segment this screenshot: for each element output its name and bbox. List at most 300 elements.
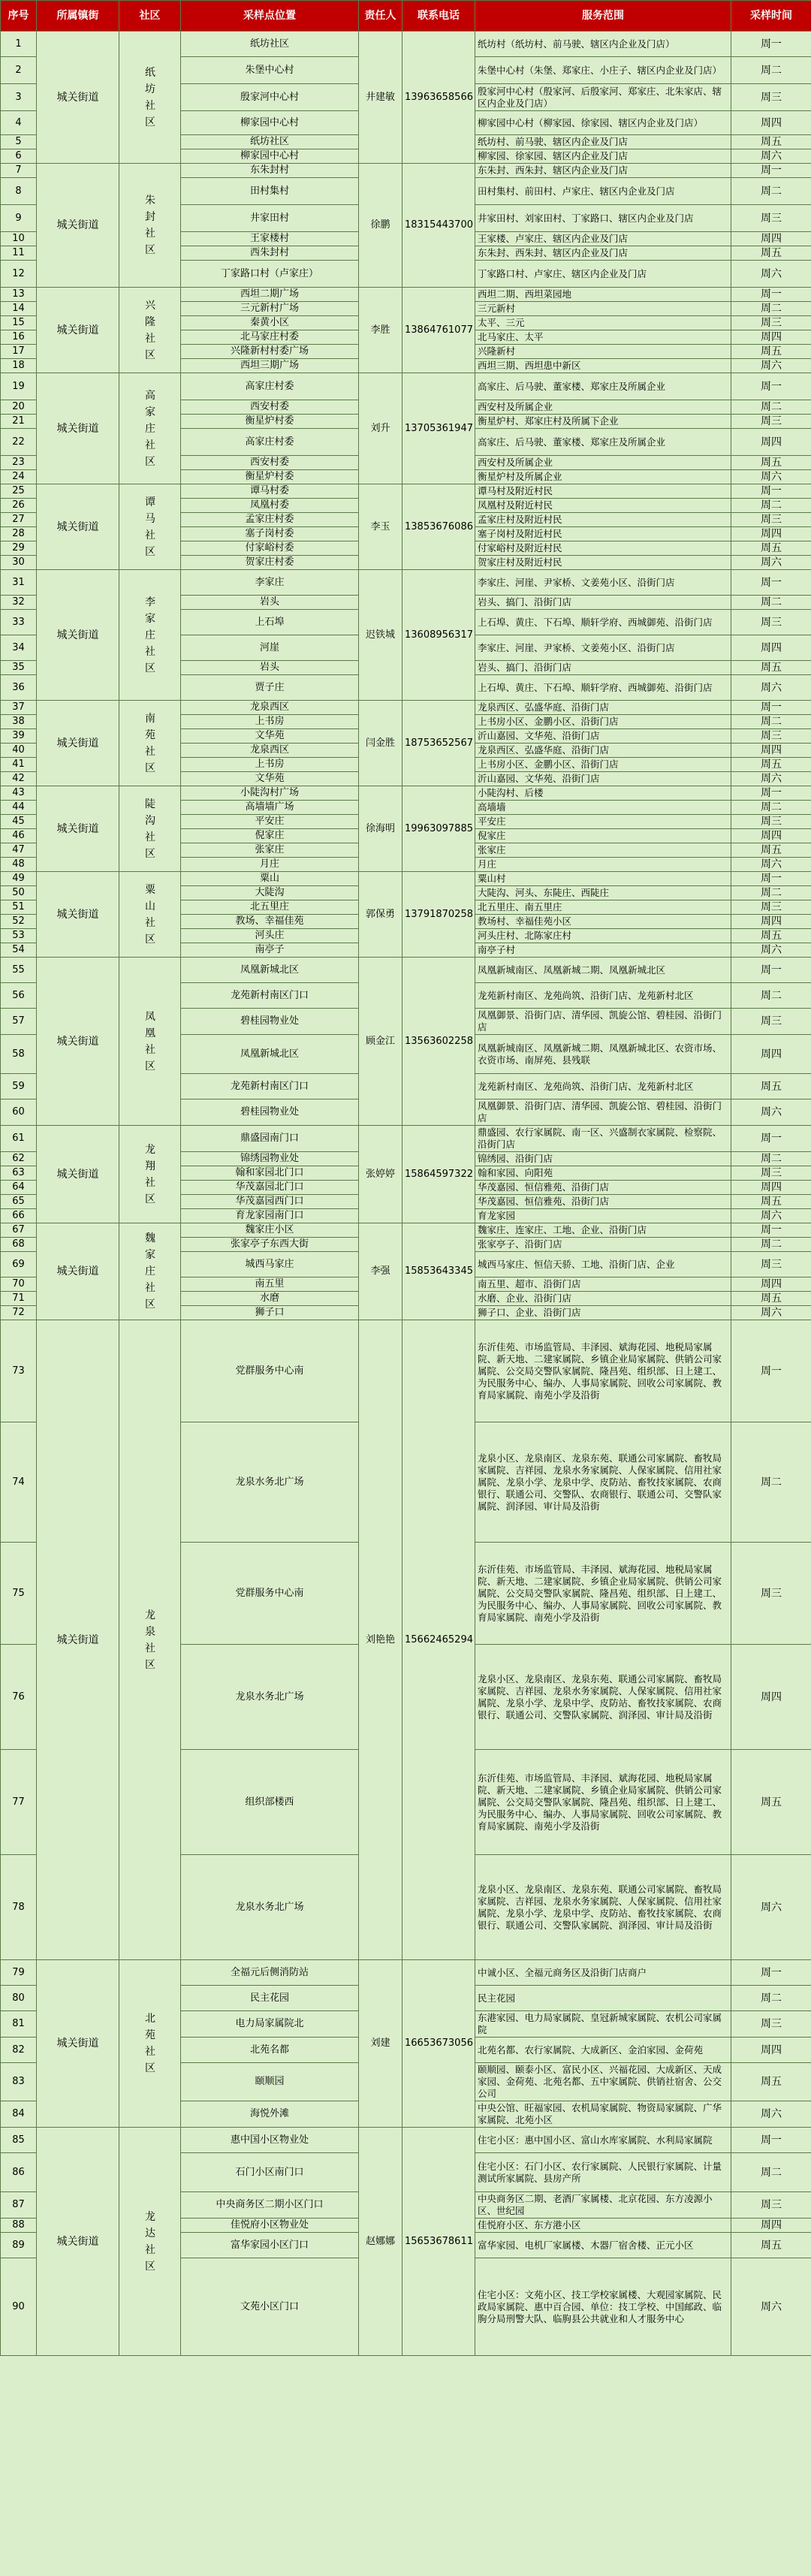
time-cell: 周四 bbox=[731, 232, 811, 246]
location-cell: 水磨 bbox=[181, 1292, 359, 1306]
community-cell: 粟山社区 bbox=[119, 872, 181, 958]
location-cell: 海悦外滩 bbox=[181, 2101, 359, 2128]
location-cell: 谭马村委 bbox=[181, 484, 359, 499]
seq-cell: 35 bbox=[1, 661, 37, 675]
location-cell: 西安村委 bbox=[181, 456, 359, 470]
seq-cell: 80 bbox=[1, 1986, 37, 2011]
seq-cell: 58 bbox=[1, 1035, 37, 1074]
community-cell: 龙泉社区 bbox=[119, 1320, 181, 1960]
scope-cell: 纸坊村、前马驶、辖区内企业及门店 bbox=[475, 135, 731, 149]
location-cell: 中央商务区二期小区门口 bbox=[181, 2192, 359, 2219]
location-cell: 岩头 bbox=[181, 596, 359, 610]
scope-cell: 谭马村及附近村民 bbox=[475, 484, 731, 499]
location-cell: 倪家庄 bbox=[181, 829, 359, 843]
time-cell: 周二 bbox=[731, 400, 811, 415]
phone-cell: 13963658566 bbox=[402, 32, 475, 164]
seq-cell: 65 bbox=[1, 1195, 37, 1209]
town-cell: 城关街道 bbox=[37, 32, 119, 164]
seq-cell: 39 bbox=[1, 729, 37, 744]
time-cell: 周六 bbox=[731, 261, 811, 288]
location-cell: 河崖 bbox=[181, 635, 359, 661]
time-cell: 周一 bbox=[731, 1320, 811, 1422]
time-cell: 周一 bbox=[731, 1960, 811, 1986]
seq-cell: 32 bbox=[1, 596, 37, 610]
seq-cell: 17 bbox=[1, 345, 37, 359]
scope-cell: 北苑名都、农行家属院、大成新区、金泊家园、金荷苑 bbox=[475, 2038, 731, 2063]
time-cell: 周一 bbox=[731, 373, 811, 400]
time-cell: 周一 bbox=[731, 872, 811, 886]
time-cell: 周六 bbox=[731, 772, 811, 786]
location-cell: 龙泉水务北广场 bbox=[181, 1422, 359, 1543]
time-cell: 周五 bbox=[731, 2063, 811, 2101]
seq-cell: 29 bbox=[1, 541, 37, 556]
scope-cell: 上书房小区、金鹏小区、沿街门店 bbox=[475, 758, 731, 772]
scope-cell: 高家庄、后马驶、董家楼、郑家庄及所属企业 bbox=[475, 429, 731, 456]
location-cell: 龙泉水务北广场 bbox=[181, 1855, 359, 1960]
scope-cell: 付家峪村及附近村民 bbox=[475, 541, 731, 556]
seq-cell: 26 bbox=[1, 499, 37, 513]
time-cell: 周二 bbox=[731, 1986, 811, 2011]
scope-cell: 住宅小区：惠中国小区、富山水库家属院、水利局家属院 bbox=[475, 2128, 731, 2153]
scope-cell: 北五里庄、南五里庄 bbox=[475, 900, 731, 915]
scope-cell: 岩头、搞门、沿街门店 bbox=[475, 596, 731, 610]
location-cell: 龙泉西区 bbox=[181, 744, 359, 758]
location-cell: 碧桂园物业处 bbox=[181, 1009, 359, 1035]
community-cell: 高家庄社区 bbox=[119, 373, 181, 484]
town-cell: 城关街道 bbox=[37, 1126, 119, 1223]
town-cell: 城关街道 bbox=[37, 701, 119, 786]
seq-cell: 71 bbox=[1, 1292, 37, 1306]
location-cell: 龙苑新村南区门口 bbox=[181, 1074, 359, 1099]
scope-cell: 上石埠、黄庄、下石埠、顺轩学府、西城御苑、沿街门店 bbox=[475, 610, 731, 635]
person-cell: 赵娜娜 bbox=[359, 2128, 402, 2356]
seq-cell: 4 bbox=[1, 111, 37, 135]
seq-cell: 3 bbox=[1, 84, 37, 111]
seq-cell: 84 bbox=[1, 2101, 37, 2128]
time-cell: 周三 bbox=[731, 84, 811, 111]
location-cell: 党群服务中心南 bbox=[181, 1320, 359, 1422]
location-cell: 北马家庄村委 bbox=[181, 330, 359, 345]
time-cell: 周二 bbox=[731, 1238, 811, 1252]
seq-cell: 10 bbox=[1, 232, 37, 246]
time-cell: 周二 bbox=[731, 983, 811, 1009]
location-cell: 育龙家园南门口 bbox=[181, 1209, 359, 1223]
community-cell: 兴隆社区 bbox=[119, 288, 181, 373]
table-row bbox=[1, 1320, 811, 1422]
scope-cell: 龙苑新村南区、龙苑尚筑、沿街门店、龙苑新村北区 bbox=[475, 1074, 731, 1099]
time-cell: 周二 bbox=[731, 1152, 811, 1166]
seq-cell: 43 bbox=[1, 786, 37, 801]
phone-cell: 15662465294 bbox=[402, 1320, 475, 1960]
seq-cell: 46 bbox=[1, 829, 37, 843]
time-cell: 周六 bbox=[731, 1209, 811, 1223]
town-cell: 城关街道 bbox=[37, 1223, 119, 1320]
scope-cell: 魏家庄、连家庄、工地、企业、沿街门店 bbox=[475, 1223, 731, 1238]
person-cell: 徐海明 bbox=[359, 786, 402, 872]
time-cell: 周四 bbox=[731, 2038, 811, 2063]
time-cell: 周一 bbox=[731, 484, 811, 499]
scope-cell: 中央商务区二期、老酒厂家属楼、北京花园、东方凌源小区、世纪园 bbox=[475, 2192, 731, 2219]
location-cell: 殷家河中心村 bbox=[181, 84, 359, 111]
table-row bbox=[1, 288, 811, 302]
seq-cell: 47 bbox=[1, 843, 37, 858]
scope-cell: 上书房小区、金鹏小区、沿街门店 bbox=[475, 715, 731, 729]
scope-cell: 倪家庄 bbox=[475, 829, 731, 843]
scope-cell: 狮子口、企业、沿街门店 bbox=[475, 1306, 731, 1320]
scope-cell: 高家庄、后马驶、董家楼、郑家庄及所属企业 bbox=[475, 373, 731, 400]
scope-cell: 水磨、企业、沿街门店 bbox=[475, 1292, 731, 1306]
table-row bbox=[1, 1960, 811, 1986]
scope-cell: 兴隆新村 bbox=[475, 345, 731, 359]
seq-cell: 34 bbox=[1, 635, 37, 661]
community-cell: 龙翔社区 bbox=[119, 1126, 181, 1223]
scope-cell: 衡星炉村、郑家庄村及所属下企业 bbox=[475, 415, 731, 429]
location-cell: 教场、幸福佳苑 bbox=[181, 915, 359, 929]
scope-cell: 三元新村 bbox=[475, 302, 731, 316]
seq-cell: 24 bbox=[1, 470, 37, 484]
time-cell: 周五 bbox=[731, 135, 811, 149]
table-row bbox=[1, 570, 811, 596]
time-cell: 周六 bbox=[731, 2101, 811, 2128]
time-cell: 周二 bbox=[731, 596, 811, 610]
location-cell: 平安庄 bbox=[181, 815, 359, 829]
scope-cell: 田村集村、前田村、卢家庄、辖区内企业及门店 bbox=[475, 178, 731, 205]
time-cell: 周三 bbox=[731, 2011, 811, 2038]
seq-cell: 68 bbox=[1, 1238, 37, 1252]
time-cell: 周一 bbox=[731, 164, 811, 178]
seq-cell: 13 bbox=[1, 288, 37, 302]
seq-cell: 44 bbox=[1, 801, 37, 815]
table-row bbox=[1, 164, 811, 178]
scope-cell: 丁家路口村、卢家庄、辖区内企业及门店 bbox=[475, 261, 731, 288]
seq-cell: 51 bbox=[1, 900, 37, 915]
scope-cell: 龙泉小区、龙泉南区、龙泉东苑、联通公司家属院、畜牧局家属院、吉祥园、龙泉水务家属院、人保家属院、信用社家属院、龙泉小学、龙泉中学、皮防站、畜牧技家属院、农商银行、联通公司、交警队、农商银行、联通公司、交警队家属院、润泽园、审计局及沿街 bbox=[475, 1422, 731, 1543]
time-cell: 周二 bbox=[731, 1422, 811, 1543]
location-cell: 惠中国小区物业处 bbox=[181, 2128, 359, 2153]
location-cell: 城西马家庄 bbox=[181, 1252, 359, 1277]
location-cell: 柳家园中心村 bbox=[181, 111, 359, 135]
scope-cell: 孟家庄村及附近村民 bbox=[475, 513, 731, 527]
header-seq: 序号 bbox=[1, 1, 37, 32]
scope-cell: 东朱封、西朱封、辖区内企业及门店 bbox=[475, 246, 731, 261]
scope-cell: 张家亭子、沿街门店 bbox=[475, 1238, 731, 1252]
phone-cell: 13853676086 bbox=[402, 484, 475, 570]
time-cell: 周六 bbox=[731, 858, 811, 872]
time-cell: 周二 bbox=[731, 499, 811, 513]
scope-cell: 龙泉小区、龙泉南区、龙泉东苑、联通公司家属院、畜牧局家属院、吉祥园、龙泉水务家属院、人保家属院、信用社家属院、龙泉小学、龙泉中学、皮防站、畜牧技家属院、农商银行、联通公司、交警队家属院、润泽园、审计局及沿街 bbox=[475, 1855, 731, 1960]
town-cell: 城关街道 bbox=[37, 570, 119, 701]
person-cell: 张婷婷 bbox=[359, 1126, 402, 1223]
time-cell: 周三 bbox=[731, 205, 811, 232]
scope-cell: 龙泉西区、弘盛华庭、沿街门店 bbox=[475, 701, 731, 715]
seq-cell: 64 bbox=[1, 1181, 37, 1195]
seq-cell: 83 bbox=[1, 2063, 37, 2101]
time-cell: 周五 bbox=[731, 246, 811, 261]
header-phone: 联系电话 bbox=[402, 1, 475, 32]
time-cell: 周六 bbox=[731, 1099, 811, 1126]
time-cell: 周六 bbox=[731, 675, 811, 701]
location-cell: 河头庄 bbox=[181, 929, 359, 943]
seq-cell: 76 bbox=[1, 1645, 37, 1750]
time-cell: 周一 bbox=[731, 2128, 811, 2153]
time-cell: 周四 bbox=[731, 1181, 811, 1195]
scope-cell: 殷家河中心村（殷家河、后殷家河、郑家庄、北朱家店、辖区内企业及门店） bbox=[475, 84, 731, 111]
phone-cell: 13705361947 bbox=[402, 373, 475, 484]
community-cell: 谭马社区 bbox=[119, 484, 181, 570]
location-cell: 高家庄村委 bbox=[181, 429, 359, 456]
seq-cell: 38 bbox=[1, 715, 37, 729]
seq-cell: 33 bbox=[1, 610, 37, 635]
table-header-row bbox=[1, 1, 811, 32]
scope-cell: 华茂嘉园、恒信雅苑、沿街门店 bbox=[475, 1181, 731, 1195]
scope-cell: 住宅小区：文苑小区、技工学校家属楼、大观园家属院、民政局家属院、惠中百合园、单位：技工学校、中国邮政、临朐分局刑警大队、临朐县公共就业和人才服务中心 bbox=[475, 2258, 731, 2356]
scope-cell: 纸坊村（纸坊村、前马驶、辖区内企业及门店） bbox=[475, 32, 731, 57]
time-cell: 周六 bbox=[731, 149, 811, 164]
time-cell: 周三 bbox=[731, 1009, 811, 1035]
time-cell: 周一 bbox=[731, 786, 811, 801]
time-cell: 周五 bbox=[731, 661, 811, 675]
time-cell: 周二 bbox=[731, 2153, 811, 2192]
time-cell: 周一 bbox=[731, 701, 811, 715]
time-cell: 周二 bbox=[731, 57, 811, 84]
time-cell: 周三 bbox=[731, 415, 811, 429]
scope-cell: 教场村、幸福佳苑小区 bbox=[475, 915, 731, 929]
table-body bbox=[1, 32, 811, 2356]
table-row bbox=[1, 1223, 811, 1238]
time-cell: 周二 bbox=[731, 886, 811, 900]
location-cell: 凤凰村委 bbox=[181, 499, 359, 513]
table-row bbox=[1, 1126, 811, 1152]
scope-cell: 岩头、搞门、沿街门店 bbox=[475, 661, 731, 675]
seq-cell: 57 bbox=[1, 1009, 37, 1035]
time-cell: 周五 bbox=[731, 1195, 811, 1209]
scope-cell: 中央公馆、旺福家园、农机局家属院、物资局家属院、广华家属院、北苑小区 bbox=[475, 2101, 731, 2128]
location-cell: 凤凰新城北区 bbox=[181, 958, 359, 983]
location-cell: 上石埠 bbox=[181, 610, 359, 635]
header-time: 采样时间 bbox=[731, 1, 811, 32]
scope-cell: 凤凰村及附近村民 bbox=[475, 499, 731, 513]
seq-cell: 18 bbox=[1, 359, 37, 373]
scope-cell: 住宅小区：石门小区、农行家属院、人民银行家属院、计量测试所家属院、县房产所 bbox=[475, 2153, 731, 2192]
location-cell: 上书房 bbox=[181, 715, 359, 729]
location-cell: 月庄 bbox=[181, 858, 359, 872]
location-cell: 颐顺园 bbox=[181, 2063, 359, 2101]
seq-cell: 55 bbox=[1, 958, 37, 983]
time-cell: 周四 bbox=[731, 744, 811, 758]
scope-cell: 河头庄村、北陈家庄村 bbox=[475, 929, 731, 943]
location-cell: 秦黄小区 bbox=[181, 316, 359, 330]
scope-cell: 小陡沟村、后楼 bbox=[475, 786, 731, 801]
community-cell: 李家庄社区 bbox=[119, 570, 181, 701]
seq-cell: 88 bbox=[1, 2219, 37, 2233]
community-cell: 朱封社区 bbox=[119, 164, 181, 288]
phone-cell: 13864761077 bbox=[402, 288, 475, 373]
seq-cell: 81 bbox=[1, 2011, 37, 2038]
seq-cell: 72 bbox=[1, 1306, 37, 1320]
time-cell: 周四 bbox=[731, 527, 811, 541]
time-cell: 周五 bbox=[731, 1750, 811, 1855]
time-cell: 周六 bbox=[731, 1855, 811, 1960]
location-cell: 西坦三期广场 bbox=[181, 359, 359, 373]
location-cell: 小陡沟村广场 bbox=[181, 786, 359, 801]
location-cell: 文华苑 bbox=[181, 772, 359, 786]
time-cell: 周五 bbox=[731, 758, 811, 772]
location-cell: 西安村委 bbox=[181, 400, 359, 415]
scope-cell: 月庄 bbox=[475, 858, 731, 872]
location-cell: 张家庄 bbox=[181, 843, 359, 858]
scope-cell: 凤凰御景、沿街门店、清华园、凯旋公馆、碧桂园、沿街门店 bbox=[475, 1099, 731, 1126]
time-cell: 周五 bbox=[731, 1074, 811, 1099]
location-cell: 高墙墙广场 bbox=[181, 801, 359, 815]
scope-cell: 东港家园、电力局家属院、皇冠新城家属院、农机公司家属院 bbox=[475, 2011, 731, 2038]
time-cell: 周五 bbox=[731, 456, 811, 470]
time-cell: 周一 bbox=[731, 958, 811, 983]
location-cell: 华茂嘉园西门口 bbox=[181, 1195, 359, 1209]
town-cell: 城关街道 bbox=[37, 872, 119, 958]
seq-cell: 19 bbox=[1, 373, 37, 400]
phone-cell: 18753652567 bbox=[402, 701, 475, 786]
location-cell: 魏家庄小区 bbox=[181, 1223, 359, 1238]
location-cell: 三元新村广场 bbox=[181, 302, 359, 316]
header-town: 所属镇街 bbox=[37, 1, 119, 32]
person-cell: 李玉 bbox=[359, 484, 402, 570]
scope-cell: 贺家庄村及附近村民 bbox=[475, 556, 731, 570]
time-cell: 周五 bbox=[731, 929, 811, 943]
time-cell: 周四 bbox=[731, 2219, 811, 2233]
scope-cell: 城西马家庄、恒信天骄、工地、沿街门店、企业 bbox=[475, 1252, 731, 1277]
location-cell: 佳悦府小区物业处 bbox=[181, 2219, 359, 2233]
location-cell: 贺家庄村委 bbox=[181, 556, 359, 570]
table-row bbox=[1, 701, 811, 715]
scope-cell: 沂山嘉园、文华苑、沿街门店 bbox=[475, 772, 731, 786]
seq-cell: 69 bbox=[1, 1252, 37, 1277]
community-cell: 魏家庄社区 bbox=[119, 1223, 181, 1320]
time-cell: 周一 bbox=[731, 1126, 811, 1152]
seq-cell: 90 bbox=[1, 2258, 37, 2356]
seq-cell: 41 bbox=[1, 758, 37, 772]
scope-cell: 龙泉西区、弘盛华庭、沿街门店 bbox=[475, 744, 731, 758]
person-cell: 刘艳艳 bbox=[359, 1320, 402, 1960]
scope-cell: 北马家庄、太平 bbox=[475, 330, 731, 345]
seq-cell: 22 bbox=[1, 429, 37, 456]
seq-cell: 28 bbox=[1, 527, 37, 541]
time-cell: 周三 bbox=[731, 1543, 811, 1645]
scope-cell: 南亭子村 bbox=[475, 943, 731, 958]
location-cell: 碧桂园物业处 bbox=[181, 1099, 359, 1126]
time-cell: 周一 bbox=[731, 288, 811, 302]
scope-cell: 张家庄 bbox=[475, 843, 731, 858]
phone-cell: 15864597322 bbox=[402, 1126, 475, 1223]
person-cell: 刘升 bbox=[359, 373, 402, 484]
location-cell: 贾子庄 bbox=[181, 675, 359, 701]
seq-cell: 56 bbox=[1, 983, 37, 1009]
location-cell: 东朱封村 bbox=[181, 164, 359, 178]
location-cell: 翰和家园北门口 bbox=[181, 1166, 359, 1181]
scope-cell: 李家庄、河崖、尹家桥、文姜苑小区、沿街门店 bbox=[475, 635, 731, 661]
scope-cell: 东朱封、西朱封、辖区内企业及门店 bbox=[475, 164, 731, 178]
seq-cell: 73 bbox=[1, 1320, 37, 1422]
person-cell: 顾金江 bbox=[359, 958, 402, 1126]
location-cell: 衡星炉村委 bbox=[181, 415, 359, 429]
location-cell: 朱堡中心村 bbox=[181, 57, 359, 84]
scope-cell: 育龙家园 bbox=[475, 1209, 731, 1223]
location-cell: 龙泉西区 bbox=[181, 701, 359, 715]
location-cell: 西坦二期广场 bbox=[181, 288, 359, 302]
scope-cell: 富华家园、电机厂家属楼、木器厂宿舍楼、正元小区 bbox=[475, 2233, 731, 2258]
time-cell: 周三 bbox=[731, 610, 811, 635]
seq-cell: 12 bbox=[1, 261, 37, 288]
header-person: 责任人 bbox=[359, 1, 402, 32]
time-cell: 周四 bbox=[731, 829, 811, 843]
scope-cell: 衡星炉村及所属企业 bbox=[475, 470, 731, 484]
location-cell: 衡星炉村委 bbox=[181, 470, 359, 484]
time-cell: 周五 bbox=[731, 1292, 811, 1306]
location-cell: 南五里 bbox=[181, 1277, 359, 1292]
scope-cell: 中诚小区、全福元商务区及沿街门店商户 bbox=[475, 1960, 731, 1986]
seq-cell: 66 bbox=[1, 1209, 37, 1223]
seq-cell: 59 bbox=[1, 1074, 37, 1099]
location-cell: 民主花园 bbox=[181, 1986, 359, 2011]
seq-cell: 42 bbox=[1, 772, 37, 786]
time-cell: 周四 bbox=[731, 429, 811, 456]
seq-cell: 1 bbox=[1, 32, 37, 57]
scope-cell: 东沂佳苑、市场监管局、丰泽园、斌海花园、地税局家属院、新天地、二建家属院、乡镇企业局家属院、供销公司家属院、公交局交警队家属院、隆昌苑、组织部、日上建工、为民服务中心、编办、人事局家属院、回收公司家属院、教育局家属院、南苑小学及沿街 bbox=[475, 1320, 731, 1422]
location-cell: 张家亭子东西大街 bbox=[181, 1238, 359, 1252]
seq-cell: 75 bbox=[1, 1543, 37, 1645]
location-cell: 井家田村 bbox=[181, 205, 359, 232]
seq-cell: 78 bbox=[1, 1855, 37, 1960]
time-cell: 周一 bbox=[731, 32, 811, 57]
person-cell: 井建敏 bbox=[359, 32, 402, 164]
location-cell: 龙泉水务北广场 bbox=[181, 1645, 359, 1750]
location-cell: 大陡沟 bbox=[181, 886, 359, 900]
phone-cell: 19963097885 bbox=[402, 786, 475, 872]
town-cell: 城关街道 bbox=[37, 288, 119, 373]
scope-cell: 锦绣园、沿街门店 bbox=[475, 1152, 731, 1166]
time-cell: 周三 bbox=[731, 815, 811, 829]
time-cell: 周四 bbox=[731, 111, 811, 135]
scope-cell: 粟山村 bbox=[475, 872, 731, 886]
seq-cell: 74 bbox=[1, 1422, 37, 1543]
person-cell: 刘建 bbox=[359, 1960, 402, 2128]
town-cell: 城关街道 bbox=[37, 164, 119, 288]
location-cell: 孟家庄村委 bbox=[181, 513, 359, 527]
location-cell: 柳家园中心村 bbox=[181, 149, 359, 164]
time-cell: 周三 bbox=[731, 900, 811, 915]
location-cell: 北五里庄 bbox=[181, 900, 359, 915]
seq-cell: 37 bbox=[1, 701, 37, 715]
person-cell: 闫金胜 bbox=[359, 701, 402, 786]
time-cell: 周二 bbox=[731, 178, 811, 205]
header-scope: 服务范围 bbox=[475, 1, 731, 32]
scope-cell: 王家楼、卢家庄、辖区内企业及门店 bbox=[475, 232, 731, 246]
scope-cell: 大陡沟、河头、东陡庄、西陡庄 bbox=[475, 886, 731, 900]
phone-cell: 13608956317 bbox=[402, 570, 475, 701]
seq-cell: 48 bbox=[1, 858, 37, 872]
location-cell: 塞子岗村委 bbox=[181, 527, 359, 541]
scope-cell: 高墙墙 bbox=[475, 801, 731, 815]
table-row bbox=[1, 2128, 811, 2153]
scope-cell: 颐顺园、颐泰小区、富民小区、兴福花园、大成新区、天成家园、金荷苑、北苑名都、五中家属院、供销社宿舍、公交公司 bbox=[475, 2063, 731, 2101]
scope-cell: 鼎盛园、农行家属院、南一区、兴盛制衣家属院、检察院、沿街门店 bbox=[475, 1126, 731, 1152]
table-row bbox=[1, 484, 811, 499]
time-cell: 周一 bbox=[731, 1223, 811, 1238]
time-cell: 周四 bbox=[731, 1645, 811, 1750]
phone-cell: 18315443700 bbox=[402, 164, 475, 288]
scope-cell: 东沂佳苑、市场监管局、丰泽园、斌海花园、地税局家属院、新天地、二建家属院、乡镇企业局家属院、供销公司家属院、公交局交警队家属院、隆昌苑、组织部、日上建工、为民服务中心、编办、人事局家属院、回收公司家属院、教育局家属院、南苑小学及沿街 bbox=[475, 1543, 731, 1645]
phone-cell: 13563602258 bbox=[402, 958, 475, 1126]
scope-cell: 凤凰御景、沿街门店、清华园、凯旋公馆、碧桂园、沿街门店 bbox=[475, 1009, 731, 1035]
